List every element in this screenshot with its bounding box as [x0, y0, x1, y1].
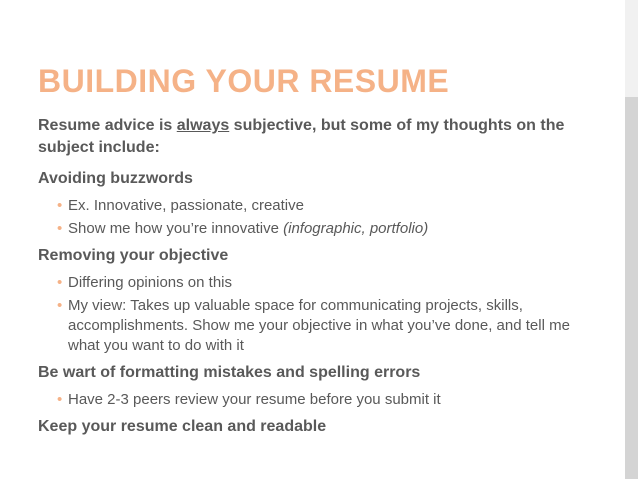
bullet-item: [57, 273, 598, 293]
section-heading-objective: Removing your objective: [38, 247, 229, 264]
bullet-item: [57, 196, 598, 216]
section-heading-formatting: Be wart of formatting mistakes and spelling errors: [38, 364, 421, 381]
bullet-list-buzzwords: [38, 196, 598, 239]
bullet-dot-icon: •: [57, 274, 63, 291]
bullet-dot-icon: •: [57, 197, 63, 214]
bullet-italic-text: (infographic, portfolio): [283, 220, 429, 237]
bullet-item: [57, 390, 598, 410]
intro-text-after: subjective, but some of my thoughts on the subject include:: [38, 117, 565, 156]
bullet-item: [57, 219, 598, 239]
bullet-text: Show me how you’re innovative: [68, 220, 284, 237]
intro-emphasis: always: [176, 117, 230, 134]
bullet-text: Have 2-3 peers review your resume before you submit it: [68, 391, 441, 408]
intro-paragraph: [38, 115, 598, 159]
bullet-dot-icon: •: [57, 391, 63, 408]
slide-side-bar: [625, 0, 638, 479]
side-bar-upper: [625, 0, 638, 97]
slide-content: [38, 115, 598, 438]
side-bar-lower: [625, 97, 638, 479]
section-heading-clean: Keep your resume clean and readable: [38, 418, 327, 435]
bullet-list-formatting: [38, 390, 598, 410]
bullet-item: [57, 296, 598, 356]
bullet-text: My view: Takes up valuable space for communicating projects, skills, accomplishments. Show me your objective in what you’ve done, and tell me what you want to do with it: [68, 297, 570, 354]
bullet-text: Ex. Innovative, passionate, creative: [68, 197, 304, 214]
slide-title: BUILDING YOUR RESUME: [38, 63, 450, 99]
bullet-list-objective: [38, 273, 598, 356]
bullet-dot-icon: •: [57, 297, 63, 314]
bullet-text: Differing opinions on this: [68, 274, 232, 291]
bullet-dot-icon: •: [57, 220, 63, 237]
intro-text-before: Resume advice is: [38, 117, 177, 134]
section-heading-buzzwords: Avoiding buzzwords: [38, 170, 193, 187]
